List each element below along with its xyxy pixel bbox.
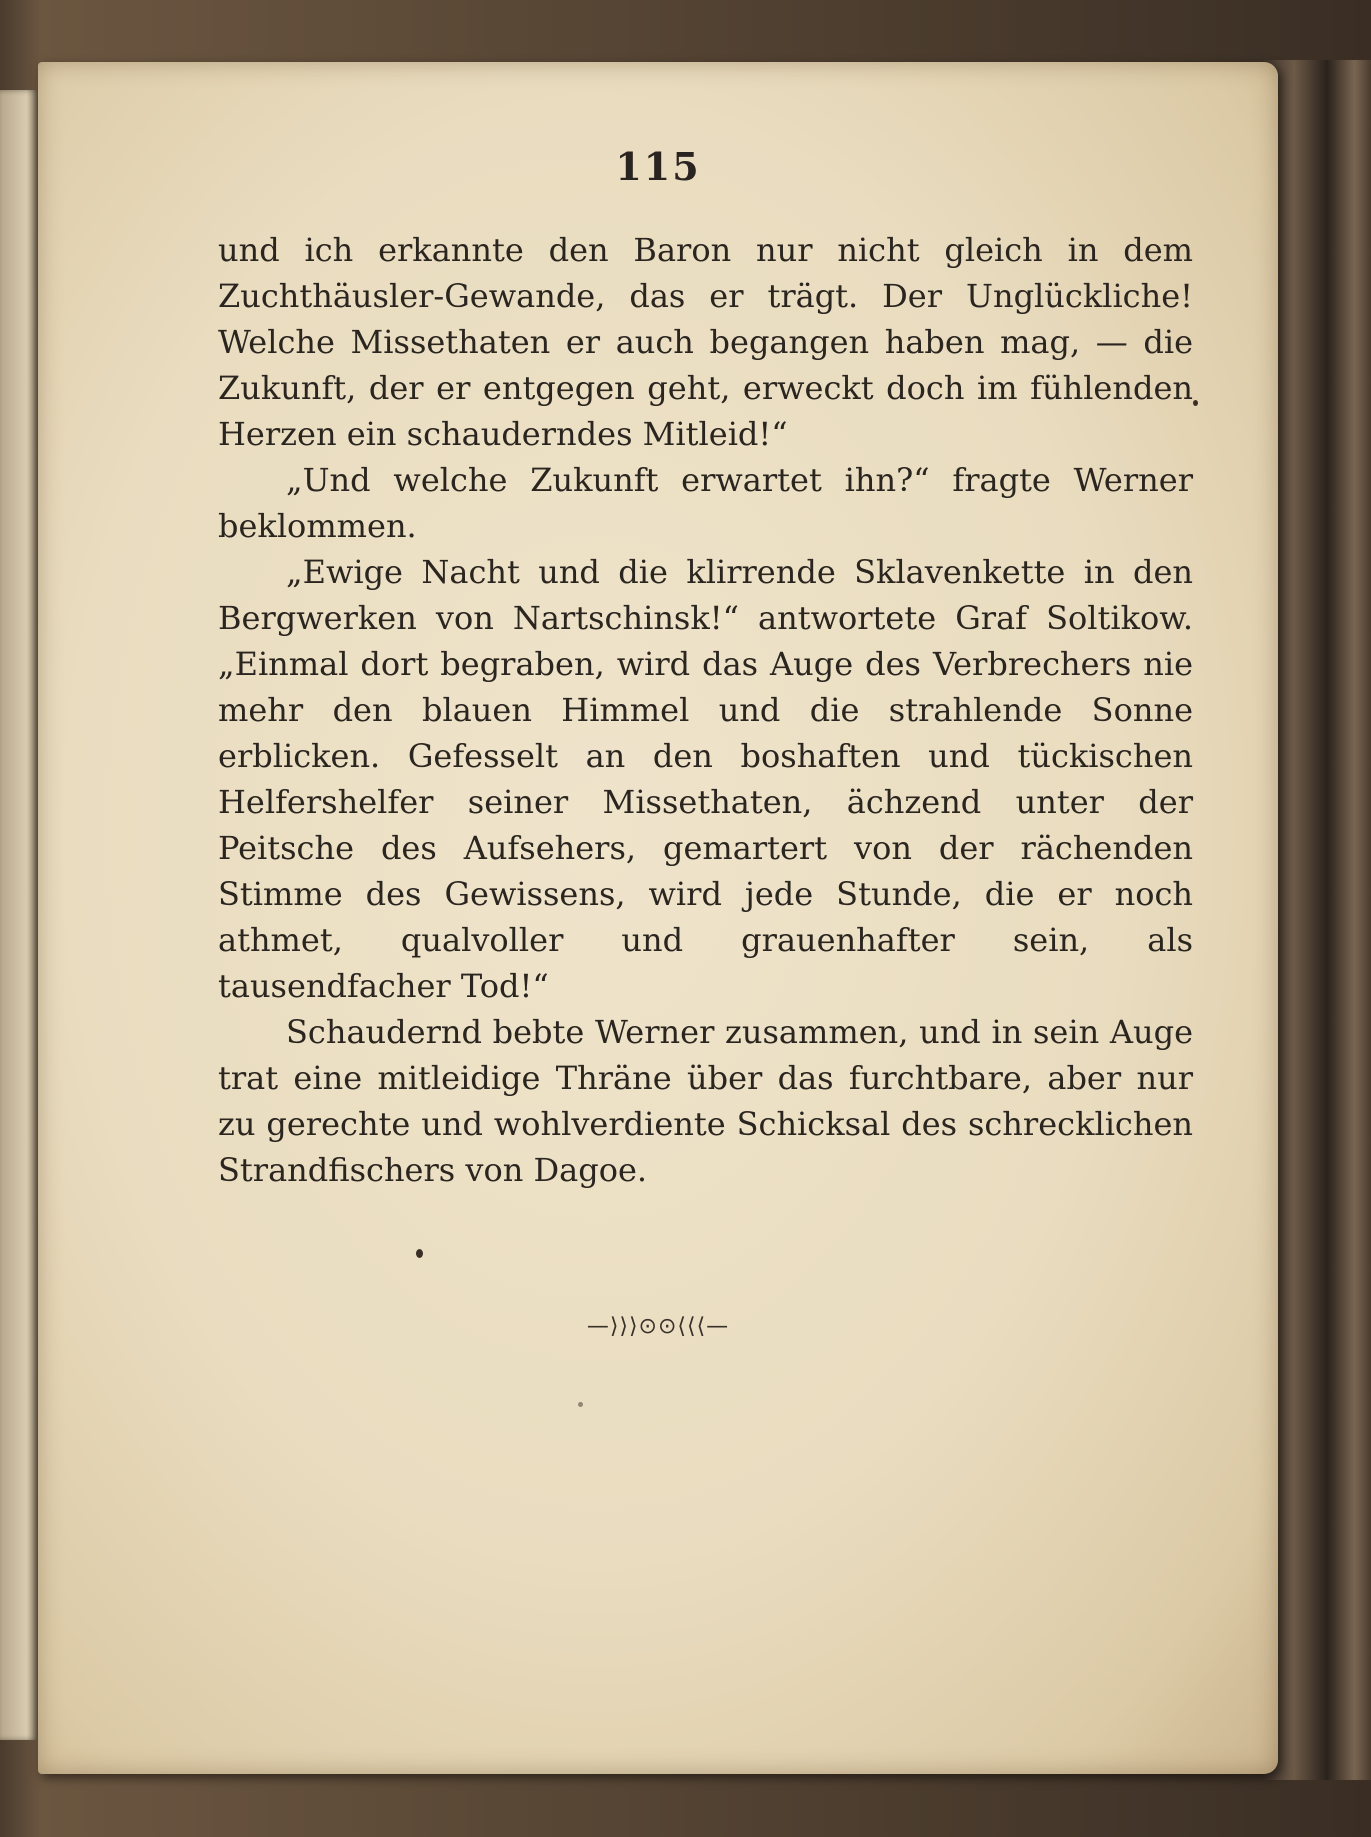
paper-speck [1193, 400, 1198, 406]
paragraph: und ich erkannte den Baron nur nicht gleich in dem Zuchthäusler-Gewande, das er trägt. Der Unglückliche! Welche Missethaten er auch begangen haben mag, — die Zukunft, der er entgegen geht, erweckt doch im fühlenden Herzen ein schauderndes Mitleid!“ [218, 231, 1193, 453]
paragraph: „Ewige Nacht und die klirrende Sklavenkette in den Bergwerken von Nartschinsk!“ antwortete Graf Soltikow. „Einmal dort begraben, wird das Auge des Verbrechers nie mehr den blauen Himmel und die strahlende Sonne erblicken. Gefesselt an den boshaften und tückischen Helfershelfer seiner Missethaten, ächzend unter der Peitsche des Aufsehers, gemartert von der rächenden Stimme des Gewissens, wird jede Stunde, die er noch athmet, qualvoller und grauenhafter sein, als tausendfacher Tod!“ [218, 553, 1193, 1005]
end-ornament: —⟩⟩⟩⊙⊙⟨⟨⟨— [586, 1314, 730, 1339]
page-number: 115 [615, 144, 701, 189]
paragraph: Schaudernd bebte Werner zusammen, und in sein Auge trat eine mitleidige Thräne über das furchtbare, aber nur zu gerechte und wohlverdiente Schicksal des schrecklichen Strandfischers von Dagoe. [218, 1013, 1193, 1189]
paragraph: „Und welche Zukunft erwartet ihn?“ fragte Werner beklommen. [218, 461, 1193, 545]
body-text [218, 227, 1193, 1193]
facing-page-edge [0, 90, 38, 1740]
book-page [38, 62, 1278, 1774]
paper-speck [578, 1402, 583, 1407]
paper-speck [416, 1249, 423, 1258]
